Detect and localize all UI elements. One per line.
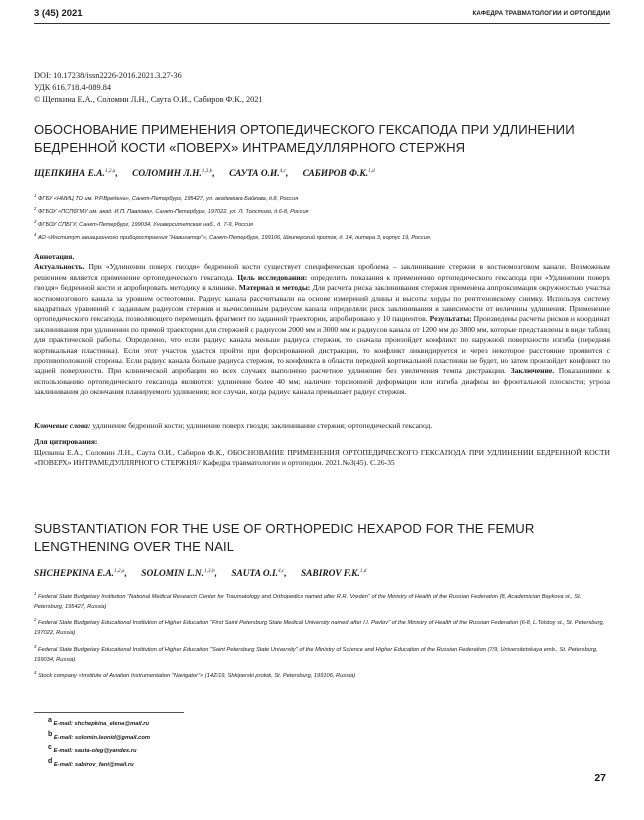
affiliation: $^3$ ФГБОУ СПБГУ, Санкт-Петербург, 199034, Университетская наб., д. 7-9, Россия [34,218,254,228]
author: SOLOMIN L.N.$^{1,3,b}$, [141,568,217,580]
header-divider [34,23,610,24]
author: SAUTA O.I.$^{4,c}$, [231,568,287,580]
author: ЩЕПКИНА Е.А.$^{1,2,a}$, [34,168,118,180]
affiliation: $^2$ ФГБОУ «ПСПбГМУ им. акад. И.П. Павлова», Санкт-Петербург, 197022, ул. Л. Толстого, д.6-8, Россия [34,205,309,215]
affiliations-en [34,589,610,685]
abstract [34,252,610,398]
citation-heading: Для цитирования: [34,437,98,446]
section-label: КАФЕДРА ТРАВМАТОЛОГИИ И ОРТОПЕДИИ [472,9,610,17]
abstract-heading: Аннотация. [34,252,75,261]
email-d: $^d$ E-mail: sabirov_fani@mail.ru [48,757,134,768]
title-en: SUBSTANTIATION FOR THE USE OF ORTHOPEDIC HEXAPOD FOR THE FEMUR LENGTHENING OVER THE NAIL [34,521,535,554]
udk: УДК 616.718.4-089.84 [34,83,112,92]
article-meta [34,70,263,106]
affiliation: $^4$ Stock company «Institute of Aviation Instrumentation "Navigator"» (14Z/19, Shkiperski protok, St. Petersburg, 199106, Russia) [34,670,356,680]
affiliation: $^1$ Federal State Budgetary Institution "National Medical Research Center for Traumatology and Orthopedics named after R.R. Vreden" of the Ministry of Health of the Russian Federation (8, Academician Baykova st., St. Petersburg, 195427, Russia) [34,591,582,610]
page-number: 27 [594,772,606,784]
footnote-emails [48,716,151,770]
abstract-body: Актуальность. При «Удлинении поверх гвоздя» бедренной кости существует специфическая проблема – заклинивание стержня в костномозговом канале. Возможным решением является применение ортопедического гексапода. Цель исследования: определить показания к применению ортопедического гексапода при «Удлинении поверх гвоздя» бедренной кости и апробировать методику в клинике. Материал и методы: Для расчета риска заклинивания стержня применена аппроксимация окружностью участка костномозгового канала за уровнем остеотомии. Радиус канала рассчитывали на основе измерений длины и высоты хорды по рентгеновскому снимку. Используя систему квадратных уравнений с заданным радиусом стержня и вычисленным радиусом канала определяли риск заклинивания в зависимости от величины удлинения. Применение ортопедического гексапода, позволяющего перемещать фрагмент по заданной траектории, апробировано у 10 пациентов. Результаты: Произведены расчеты рисков и координат заклинивания при удлинении по прямой траектории для стержней с радиусом 2000 мм и 3000 мм и радиусов канала от 1200 мм до 3800 мм, которые представлены в виде таблиц для практической работы. Определено, что если радиус канала меньше радиуса стержня, то сначала произойдет конфликт по наружной поверхности изгиба (передняя кортикальная пластинка). Если этот участок удастся пройти при форсированной дистракции, то конфликт ликвидируется и через некоторое расстояние проявится с противоположной стороны. Если радиус канала больше радиуса стержня, то конфликта в области передней кортикальной пластинки не будет, но затем произойдет конфликт по задней поверхности. При клинической апробации во всех случаях выполнено расчетное удлинение без увеличения темпа дистракции. Заключение. Показаниями к использованию ортопедического гексапода являются: удлинение более 40 мм; наличие торсионной деформации или изгиба диафиза во фронтальной плоскости; угроза заклинивания до окончания планируемого удлинения; все случаи, когда радиус канала превышает радиус стержня. [34,262,611,397]
keywords: Ключевые слова: удлинение бедренной кости; удлинение поверх гвоздя; заклинивание стержня; ортопедический гексапод. [34,421,433,430]
footnote-divider [34,712,184,713]
affiliation: $^4$ АО «Институт авиационного приборостроения "Навигатор"», Санкт-Петербург, 199106, Шкиперский проток, д. 14, литера 3, корпус 19, Россия. [34,231,432,241]
email-a: $^a$ E-mail: shchepkina_elena@mail.ru [48,717,150,727]
issue-label: 3 (45) 2021 [34,7,83,19]
author: SHCHEPKINA E.A.$^{1,2,a}$, [34,568,127,580]
authors-en [34,568,366,579]
author: SABIROV F.K.$^{1,d}$ [300,568,367,580]
author: СОЛОМИН Л.Н.$^{1,3,b}$, [132,168,215,180]
title-ru: ОБОСНОВАНИЕ ПРИМЕНЕНИЯ ОРТОПЕДИЧЕСКОГО ГЕКСАПОДА ПРИ УДЛИНЕНИИ БЕДРЕННОЙ КОСТИ «ПОВЕРХ» ИНТРАМЕДУЛЛЯРНОГО СТЕРЖНЯ [34,122,575,155]
citation: Щепкина Е.А., Соломин Л.Н., Саута О.И., Сабиров Ф.К., ОБОСНОВАНИЕ ПРИМЕНЕНИЯ ОРТОПЕДИЧЕСКОГО ГЕКСАПОДА ПРИ УДЛИНЕНИИ БЕДРЕННОЙ КОСТИ «ПОВЕРХ» ИНТРАМЕДУЛЛЯРНОГО СТЕРЖНЯ// Кафедра травматологии и ортопедии. 2021.№3(45). С.26-35 [34,448,610,468]
email-c: $^c$ E-mail: sauta-oleg@yandex.ru [48,744,137,754]
authors-ru [34,168,375,179]
email-b: $^b$ E-mail: solomin.leonid@gmail.com [48,730,151,741]
affiliations-ru [34,191,610,242]
doi: DOI: 10.17238/issn2226-2016.2021.3.27-36 [34,71,182,80]
copyright: © Щепкина Е.А., Соломин Л.Н., Саута О.И., Сабиров Ф.К., 2021 [34,95,263,104]
author: САУТА О.И.$^{4,c}$, [229,168,289,180]
affiliation: $^1$ ФГБУ «НМИЦ ТО им. Р.Р.Вредена», Санкт-Петербург, 195427, ул. академика Байкова, д.8, Россия [34,193,299,202]
affiliation: $^2$ Federal State Budgetary Educational Institution of Higher Education "First Saint Petersburg State Medical University named after I.I. Pavlov" of the Ministry of Health of the Russian Federation (6-8, L.Tolstoy st., St. Petersburg, 197022, Russia) [34,617,605,637]
running-header [34,4,610,22]
author: САБИРОВ Ф.К.$^{1,d}$ [302,168,375,180]
affiliation: $^3$ Federal State Budgetary Educational Institution of Higher Education "Saint Petersburg State University" of the Ministry of Science and Higher Education of the Russian Federation (7/9, Universitetskaya emb., St. Petersburg, 199034, Russia) [34,643,598,663]
